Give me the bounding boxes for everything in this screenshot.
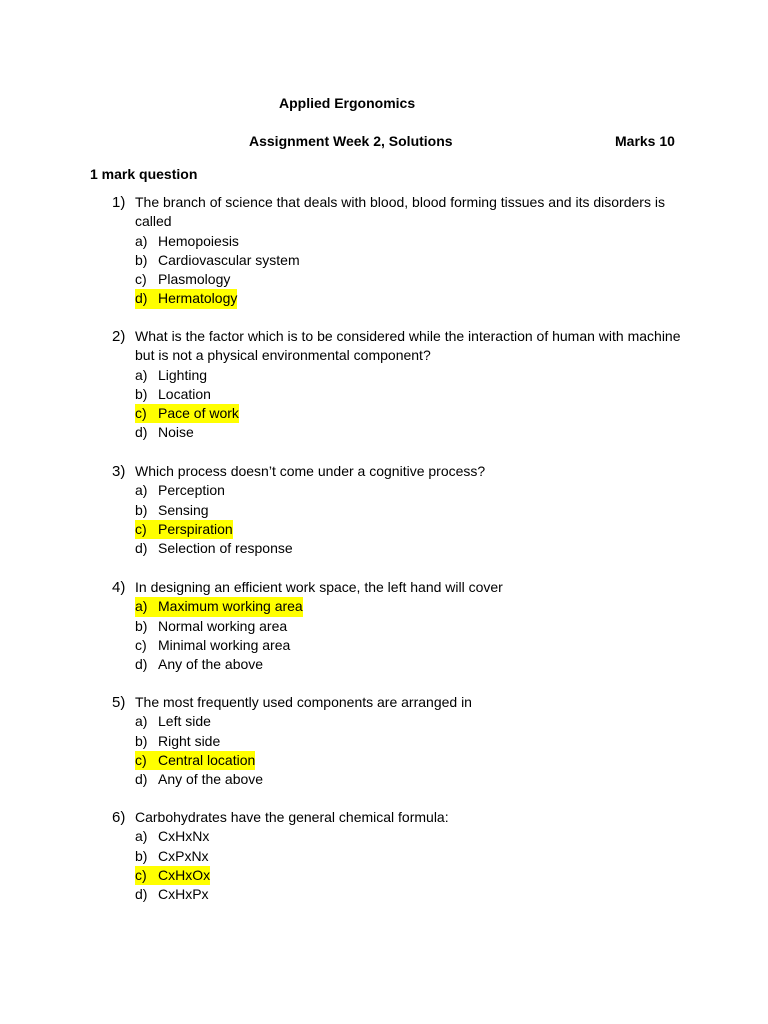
option-d xyxy=(135,539,682,558)
option-letter: b) xyxy=(135,251,148,268)
option-letter: c) xyxy=(135,866,158,885)
section-heading: 1 mark question xyxy=(90,166,198,182)
option-text: Minimal working area xyxy=(158,636,291,653)
option-text: Cardiovascular system xyxy=(158,251,300,268)
option-b xyxy=(135,501,682,520)
option-b xyxy=(135,251,682,270)
option-c xyxy=(135,520,682,539)
question-text: The most frequently used components are arranged in xyxy=(135,694,472,710)
option-text: CxHxNx xyxy=(158,828,210,845)
question-2 xyxy=(112,327,682,443)
option-letter: c) xyxy=(135,271,147,288)
option-c xyxy=(135,270,682,289)
option-a xyxy=(135,232,682,251)
option-letter: b) xyxy=(135,501,148,518)
question-4 xyxy=(112,578,682,674)
option-c xyxy=(135,866,682,885)
option-letter: b) xyxy=(135,617,148,634)
option-d xyxy=(135,423,682,442)
option-letter: a) xyxy=(135,232,148,249)
option-text: Perspiration xyxy=(158,520,233,539)
option-b xyxy=(135,732,682,751)
option-d xyxy=(135,655,682,674)
option-text: Hermatology xyxy=(158,289,237,308)
question-5 xyxy=(112,693,682,789)
option-letter: d) xyxy=(135,289,158,308)
options-list xyxy=(112,366,682,443)
option-text: Any of the above xyxy=(158,771,264,788)
option-letter: d) xyxy=(135,886,148,903)
question-number: 2) xyxy=(112,328,126,345)
option-a xyxy=(135,827,682,846)
option-letter: a) xyxy=(135,366,148,383)
option-letter: a) xyxy=(135,597,158,616)
question-text: Which process doesn’t come under a cognitive process? xyxy=(135,463,486,479)
options-list xyxy=(112,827,682,904)
option-text: Noise xyxy=(158,424,194,441)
option-letter: b) xyxy=(135,385,148,402)
option-text: Selection of response xyxy=(158,540,293,557)
option-text: Any of the above xyxy=(158,656,264,673)
option-text: CxHxOx xyxy=(158,866,210,885)
option-letter: b) xyxy=(135,732,148,749)
option-c xyxy=(135,751,682,770)
option-letter: d) xyxy=(135,771,148,788)
question-3 xyxy=(112,462,682,558)
option-letter: a) xyxy=(135,713,148,730)
option-a xyxy=(135,712,682,731)
question-text: The branch of science that deals with blood, blood forming tissues and its disorders is called xyxy=(135,194,665,230)
option-text: Location xyxy=(158,385,211,402)
option-text: Central location xyxy=(158,751,255,770)
option-letter: c) xyxy=(135,751,158,770)
option-text: Sensing xyxy=(158,501,209,518)
option-letter: a) xyxy=(135,482,148,499)
question-text: What is the factor which is to be considered while the interaction of human with machine but is not a physical environmental component? xyxy=(135,328,681,364)
option-letter: c) xyxy=(135,636,147,653)
option-text: Pace of work xyxy=(158,404,239,423)
question-number: 1) xyxy=(112,194,126,211)
option-b xyxy=(135,847,682,866)
options-list xyxy=(112,712,682,789)
option-text: Lighting xyxy=(158,366,208,383)
question-6 xyxy=(112,808,682,904)
option-letter: c) xyxy=(135,404,158,423)
option-text: Hemopoiesis xyxy=(158,232,239,249)
option-text: CxPxNx xyxy=(158,847,209,864)
assignment-subtitle: Assignment Week 2, Solutions xyxy=(249,133,453,149)
option-text: CxHxPx xyxy=(158,886,209,903)
question-number: 6) xyxy=(112,809,126,826)
option-c xyxy=(135,636,682,655)
option-a xyxy=(135,481,682,500)
option-text: Maximum working area xyxy=(158,597,303,616)
question-1 xyxy=(112,193,682,309)
option-d xyxy=(135,770,682,789)
options-list xyxy=(112,232,682,309)
question-text: In designing an efficient work space, the left hand will cover xyxy=(135,579,503,595)
question-number: 3) xyxy=(112,463,126,480)
question-text: Carbohydrates have the general chemical formula: xyxy=(135,809,449,825)
option-b xyxy=(135,617,682,636)
options-list xyxy=(112,597,682,674)
option-text: Normal working area xyxy=(158,617,288,634)
option-text: Plasmology xyxy=(158,271,231,288)
document-title: Applied Ergonomics xyxy=(279,95,416,111)
option-letter: c) xyxy=(135,520,158,539)
option-b xyxy=(135,385,682,404)
option-d xyxy=(135,885,682,904)
option-d xyxy=(135,289,682,308)
option-a xyxy=(135,366,682,385)
options-list xyxy=(112,481,682,558)
question-number: 4) xyxy=(112,579,126,596)
option-letter: a) xyxy=(135,828,148,845)
option-c xyxy=(135,404,682,423)
option-letter: d) xyxy=(135,424,148,441)
option-letter: d) xyxy=(135,540,148,557)
option-a xyxy=(135,597,682,616)
option-text: Left side xyxy=(158,713,211,730)
question-number: 5) xyxy=(112,694,126,711)
option-text: Right side xyxy=(158,732,221,749)
marks-label: Marks 10 xyxy=(615,133,675,149)
option-letter: b) xyxy=(135,847,148,864)
option-letter: d) xyxy=(135,656,148,673)
option-text: Perception xyxy=(158,482,225,499)
